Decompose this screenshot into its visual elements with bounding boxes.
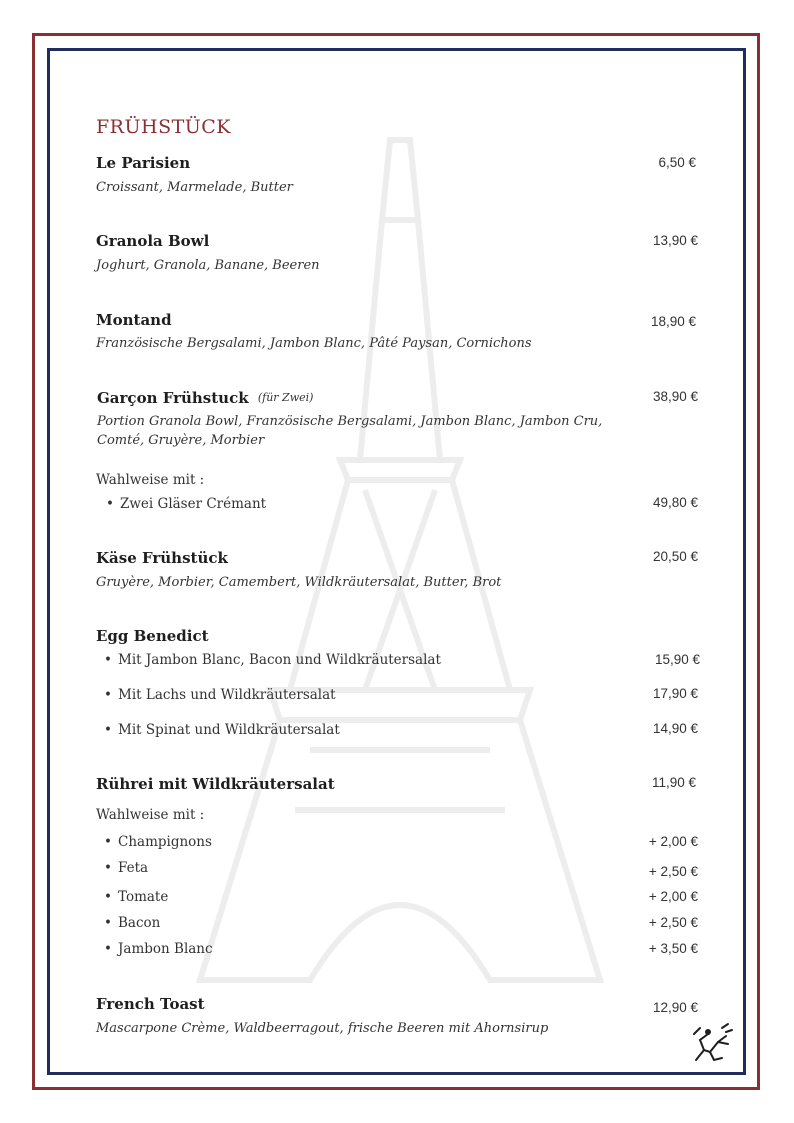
- item-description: Portion Granola Bowl, Französische Bergsalami, Jambon Blanc, Jambon Cru,: [97, 414, 603, 429]
- item-price: 18,90 €: [650, 314, 696, 329]
- option-label: Wahlweise mit :: [96, 807, 205, 823]
- dancer-logo-icon: [688, 1022, 734, 1064]
- item-name: French Toast: [96, 995, 205, 1013]
- item-description: Mascarpone Crème, Waldbeerragout, frische Beeren mit Ahornsirup: [96, 1021, 549, 1036]
- extra-item: • Bacon: [118, 915, 160, 931]
- item-name: Egg Benedict: [96, 627, 209, 645]
- item-name: [97, 389, 313, 407]
- option-item: • Zwei Gläser Crémant: [120, 496, 266, 512]
- item-name: Granola Bowl: [96, 232, 210, 250]
- variant-price: 14,90 €: [652, 721, 698, 736]
- extra-price: + 3,50 €: [648, 941, 698, 956]
- item-name: Käse Frühstück: [96, 549, 228, 567]
- variant-item: • Mit Jambon Blanc, Bacon und Wildkräutersalat: [118, 652, 441, 668]
- item-name-text: Garçon Frühstuck: [97, 389, 249, 407]
- variant-item: • Mit Lachs und Wildkräutersalat: [118, 687, 336, 703]
- item-name: Rührei mit Wildkräutersalat: [96, 775, 335, 793]
- item-description: Gruyère, Morbier, Camembert, Wildkräutersalat, Butter, Brot: [96, 575, 502, 590]
- extra-item: • Jambon Blanc: [118, 941, 213, 957]
- item-price: 13,90 €: [652, 233, 698, 248]
- item-note: (für Zwei): [257, 391, 314, 404]
- extra-item: • Feta: [118, 860, 148, 876]
- extra-item: • Tomate: [118, 889, 168, 905]
- option-price: 49,80 €: [652, 495, 698, 510]
- item-name: Montand: [96, 311, 172, 329]
- extra-price: + 2,00 €: [648, 834, 698, 849]
- extra-item: • Champignons: [118, 834, 212, 850]
- item-price: 38,90 €: [652, 389, 698, 404]
- extra-price: + 2,50 €: [648, 915, 698, 930]
- item-price: 12,90 €: [652, 1000, 698, 1015]
- variant-price: 17,90 €: [652, 686, 698, 701]
- item-price: 20,50 €: [652, 549, 698, 564]
- item-description: Croissant, Marmelade, Butter: [96, 180, 293, 195]
- item-price: 6,50 €: [658, 155, 696, 170]
- variant-price: 15,90 €: [654, 652, 700, 667]
- extra-price: + 2,50 €: [648, 864, 698, 879]
- item-description: Französische Bergsalami, Jambon Blanc, Pâté Paysan, Cornichons: [96, 336, 532, 351]
- item-description: Comté, Gruyère, Morbier: [97, 433, 265, 448]
- section-title: FRÜHSTÜCK: [96, 116, 232, 138]
- option-label: Wahlweise mit :: [96, 472, 205, 488]
- item-description: Joghurt, Granola, Banane, Beeren: [96, 258, 320, 273]
- item-price: 11,90 €: [651, 775, 696, 790]
- variant-item: • Mit Spinat und Wildkräutersalat: [118, 722, 340, 738]
- extra-price: + 2,00 €: [648, 889, 698, 904]
- item-name: Le Parisien: [96, 154, 191, 172]
